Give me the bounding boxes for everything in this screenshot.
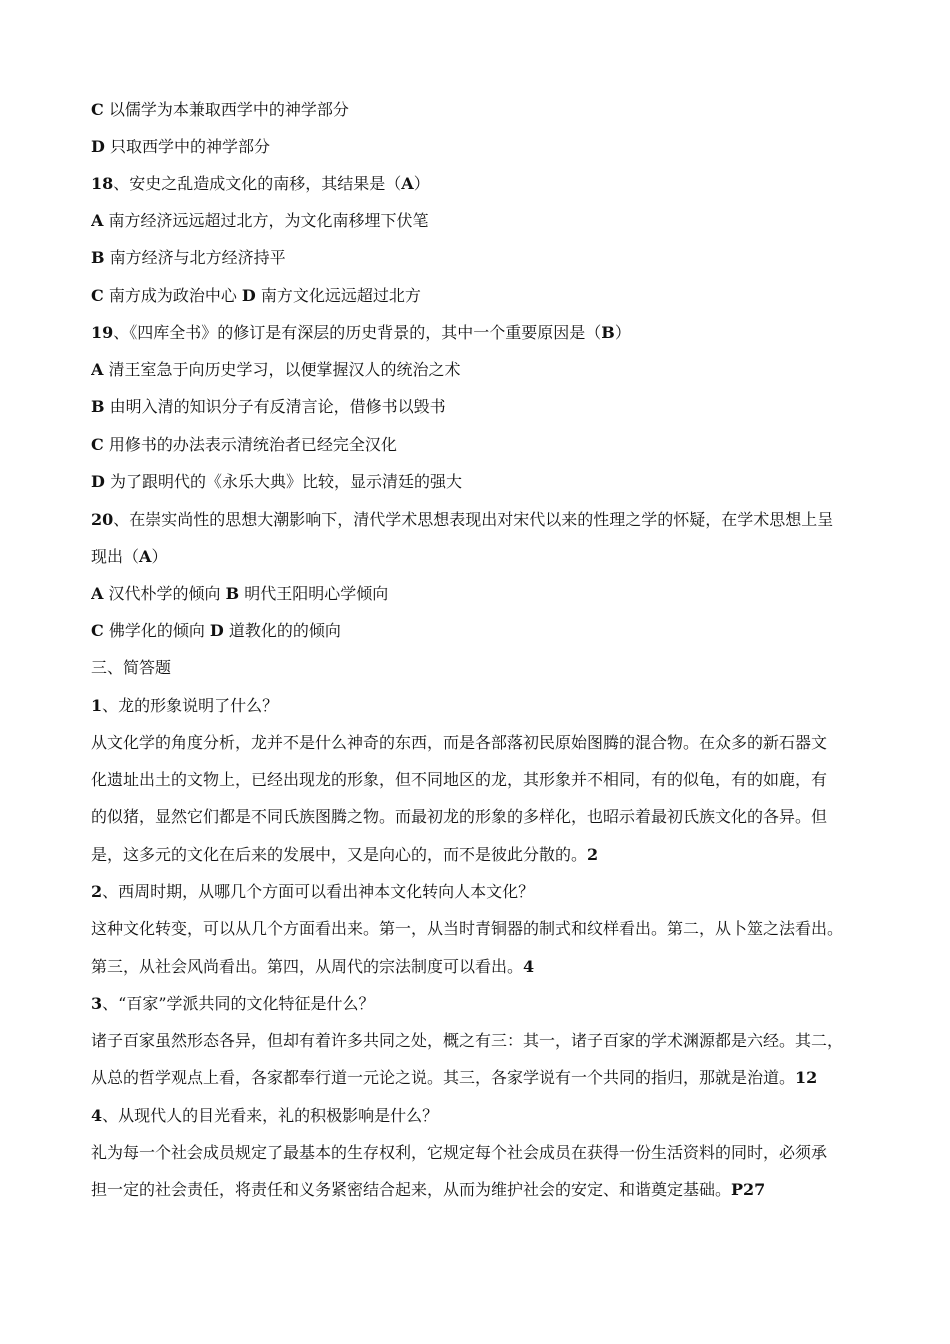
answer-letter: A <box>401 174 414 193</box>
option-letter: D <box>241 286 256 305</box>
text-line <box>91 583 871 605</box>
line-text: 南方经济远远超过北方，为文化南移埋下伏笔 <box>103 211 429 230</box>
text-line <box>91 396 871 418</box>
answer-line <box>91 732 871 754</box>
question-text: 、“百家”学派共同的文化特征是什么？ <box>102 994 375 1013</box>
question-text: 、在崇实尚性的思想大潮影响下，清代学术思想表现出对宋代以来的性理之学的怀疑，在学术思想上呈 <box>113 510 834 529</box>
option-letter: D <box>209 621 224 640</box>
question-line <box>91 695 871 717</box>
question-number: 20 <box>91 510 114 529</box>
line-text: 南方成为政治中心 <box>103 286 242 305</box>
line-text: 清王室急于向历史学习，以便掌握汉人的统治之术 <box>103 360 461 379</box>
question-line <box>91 993 871 1015</box>
line-tail: 南方文化远远超过北方 <box>255 286 421 305</box>
question-line <box>91 1105 871 1127</box>
answer-text: 礼为每一个社会成员规定了最基本的生存权利，它规定每个社会成员在获得一份生活资料的同时，必须承 <box>91 1143 828 1162</box>
answer-text: 从总的哲学观点上看，各家都奉行道一元论之说。其三，各家学说有一个共同的指归，那就是治道。 <box>91 1068 796 1087</box>
line-tail: 道教化的的倾向 <box>223 621 341 640</box>
answer-line <box>91 806 871 828</box>
line-text: 由明入清的知识分子有反清言论，借修书以毁书 <box>104 397 446 416</box>
question-number: 3 <box>91 994 103 1013</box>
answer-text: 化遗址出土的文物上，已经出现龙的形象，但不同地区的龙，其形象并不相同，有的似龟，有的如鹿，有 <box>91 770 828 789</box>
option-letter: C <box>91 435 104 454</box>
question-number: 4 <box>91 1106 103 1125</box>
question-number: 1 <box>91 696 103 715</box>
question-line <box>91 509 871 531</box>
text-line <box>91 285 871 307</box>
text-line <box>91 620 871 642</box>
text-line <box>91 359 871 381</box>
text-line <box>91 434 871 456</box>
section-heading <box>91 657 871 679</box>
page-ref: P27 <box>731 1180 766 1199</box>
answer-line <box>91 956 871 978</box>
answer-line <box>91 1179 871 1201</box>
option-letter: A <box>91 584 104 603</box>
answer-text: 第三，从社会风尚看出。第四，从周代的宗法制度可以看出。 <box>91 957 524 976</box>
question-number: 2 <box>91 882 103 901</box>
text-line <box>91 471 871 493</box>
text-line <box>91 210 871 232</box>
page-ref: 2 <box>587 845 599 864</box>
page-ref: 4 <box>523 957 535 976</box>
line-tail: ） <box>413 174 430 193</box>
question-text: 、西周时期，从哪几个方面可以看出神本文化转向人本文化？ <box>102 882 535 901</box>
line-text: 汉代朴学的倾向 <box>103 584 226 603</box>
question-line <box>91 881 871 903</box>
line-text: 南方经济与北方经济持平 <box>104 248 286 267</box>
answer-text: 诸子百家虽然形态各异，但却有着许多共同之处，概之有三：其一，诸子百家的学术渊源都是六经。其二， <box>91 1031 844 1050</box>
option-letter: C <box>91 100 104 119</box>
option-letter: B <box>91 397 105 416</box>
answer-line <box>91 769 871 791</box>
answer-text: 从文化学的角度分析，龙并不是什么神奇的东西，而是各部落初民原始图腾的混合物。在众多的新石器文 <box>91 733 828 752</box>
text-line <box>91 247 871 269</box>
line-text: 以儒学为本兼取西学中的神学部分 <box>103 100 349 119</box>
line-text: 用修书的办法表示清统治者已经完全汉化 <box>103 435 397 454</box>
question-line <box>91 322 871 344</box>
answer-letter: B <box>601 323 615 342</box>
question-text: 现出（ <box>91 547 140 566</box>
question-line <box>91 173 871 195</box>
answer-line <box>91 1067 871 1089</box>
line-tail: ） <box>614 323 631 342</box>
question-line <box>91 546 871 568</box>
question-text: 、《四库全书》的修订是有深层的历史背景的，其中一个重要原因是（ <box>113 323 602 342</box>
question-text: 、龙的形象说明了什么？ <box>102 696 279 715</box>
answer-line <box>91 1030 871 1052</box>
answer-text: 是，这多元的文化在后来的发展中，又是向心的，而不是彼此分散的。 <box>91 845 588 864</box>
line-tail: 明代王阳明心学倾向 <box>239 584 389 603</box>
answer-line <box>91 918 871 940</box>
answer-text: 这种文化转变，可以从几个方面看出来。第一，从当时青铜器的制式和纹样看出。第二，从卜筮之法看出。 <box>91 919 844 938</box>
answer-text: 担一定的社会责任，将责任和义务紧密结合起来，从而为维护社会的安定、和谐奠定基础。 <box>91 1180 732 1199</box>
line-text: 佛学化的倾向 <box>103 621 210 640</box>
section-title: 三、简答题 <box>91 658 172 677</box>
question-text: 、从现代人的目光看来，礼的积极影响是什么？ <box>102 1106 439 1125</box>
question-text: 、安史之乱造成文化的南移，其结果是（ <box>113 174 402 193</box>
answer-text: 的似猪，显然它们都是不同氏族图腾之物。而最初龙的形象的多样化，也昭示着最初氏族文化的各异。但 <box>91 807 828 826</box>
question-number: 18 <box>91 174 114 193</box>
answer-line <box>91 844 871 866</box>
option-letter: C <box>91 286 104 305</box>
line-text: 只取西学中的神学部分 <box>104 137 270 156</box>
option-letter: D <box>91 137 105 156</box>
option-letter: C <box>91 621 104 640</box>
answer-letter: A <box>139 547 152 566</box>
option-letter: B <box>91 248 105 267</box>
option-letter: A <box>91 360 104 379</box>
question-number: 19 <box>91 323 114 342</box>
option-letter: A <box>91 211 104 230</box>
option-letter: B <box>225 584 240 603</box>
line-tail: ） <box>151 547 168 566</box>
answer-line <box>91 1142 871 1164</box>
text-line <box>91 136 871 158</box>
line-text: 为了跟明代的《永乐大典》比较，显示清廷的强大 <box>104 472 462 491</box>
text-line <box>91 99 871 121</box>
option-letter: D <box>91 472 105 491</box>
page-ref: 12 <box>795 1068 818 1087</box>
